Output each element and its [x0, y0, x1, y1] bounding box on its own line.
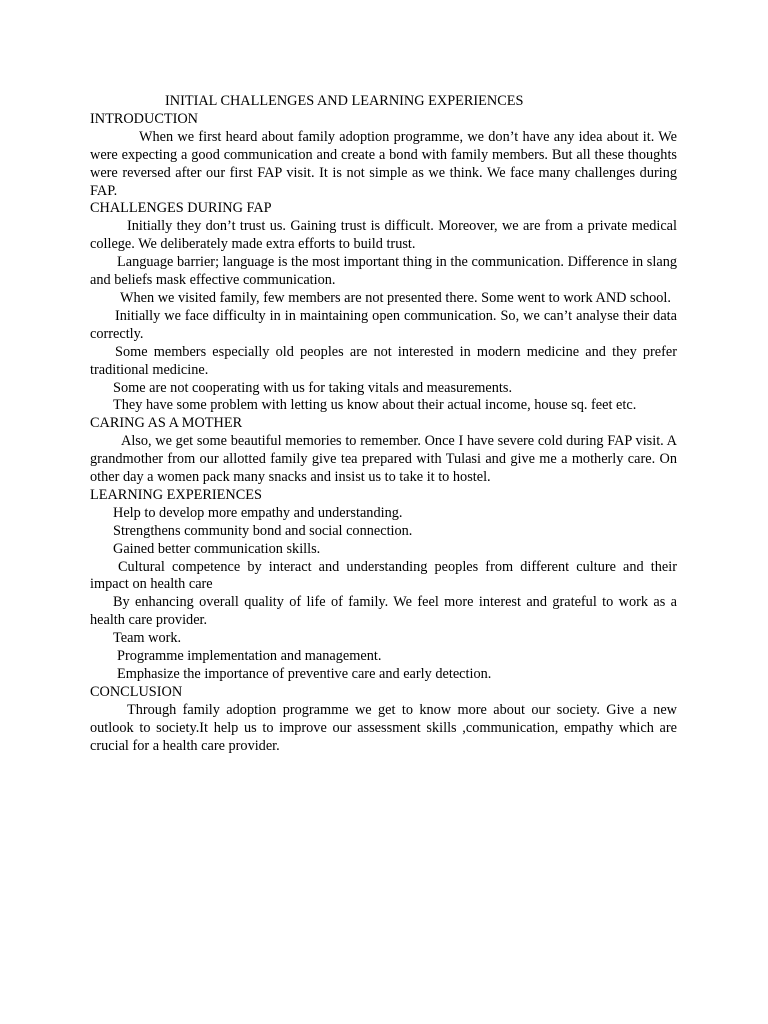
- section-heading-caring: CARING AS A MOTHER: [90, 415, 243, 432]
- conclusion-paragraph: Through family adoption programme we get to know more about our society. Give a new outlook to society.It help us to improve our assessment skills ,communication, empathy which are crucial for a health care provider.: [90, 701, 677, 754]
- section-heading-introduction: INTRODUCTION: [90, 110, 199, 127]
- learning-item-community: Strengthens community bond and social connection.: [113, 522, 413, 539]
- document-page: [90, 93, 677, 756]
- challenges-paragraph-language: Language barrier; language is the most important thing in the communication. Difference in slang and beliefs mask effective communication.: [90, 254, 677, 289]
- challenges-paragraph-absent-members: When we visited family, few members are not presented there. Some went to work AND school.: [120, 289, 671, 306]
- section-heading-conclusion: CONCLUSION: [90, 683, 183, 700]
- caring-paragraph: Also, we get some beautiful memories to remember. Once I have severe cold during FAP visit. A grandmother from our allotted family give tea prepared with Tulasi and give me a motherly care. On other day a women pack many snacks and insist us to take it to hostel.: [90, 433, 677, 486]
- challenges-paragraph-vitals: Some are not cooperating with us for taking vitals and measurements.: [113, 379, 513, 396]
- challenges-paragraph-income: They have some problem with letting us know about their actual income, house sq. feet etc.: [113, 397, 637, 414]
- learning-item-cultural: Cultural competence by interact and understanding peoples from different culture and their impact on health care: [90, 558, 677, 593]
- learning-item-communication: Gained better communication skills.: [113, 540, 321, 557]
- learning-item-teamwork: Team work.: [113, 630, 182, 647]
- section-heading-learning: LEARNING EXPERIENCES: [90, 486, 262, 503]
- challenges-paragraph-trust: Initially they don’t trust us. Gaining trust is difficult. Moreover, we are from a private medical college. We deliberately made extra efforts to build trust.: [90, 218, 677, 253]
- introduction-paragraph: When we first heard about family adoption programme, we don’t have any idea about it. We were expecting a good communication and create a bond with family members. But all these thoughts were reversed after our first FAP visit. It is not simple as we think. We face many challenges during FAP.: [90, 128, 677, 199]
- learning-item-quality: By enhancing overall quality of life of family. We feel more interest and grateful to work as a health care provider.: [90, 594, 677, 629]
- learning-item-programme: Programme implementation and management.: [117, 648, 382, 665]
- document-title: INITIAL CHALLENGES AND LEARNING EXPERIENCES: [165, 93, 524, 109]
- learning-item-empathy: Help to develop more empathy and understanding.: [113, 504, 403, 521]
- challenges-paragraph-communication: Initially we face difficulty in in maintaining open communication. So, we can’t analyse their data correctly.: [90, 307, 677, 342]
- section-heading-challenges: CHALLENGES DURING FAP: [90, 200, 272, 217]
- learning-item-preventive: Emphasize the importance of preventive care and early detection.: [117, 666, 492, 682]
- challenges-paragraph-medicine: Some members especially old peoples are not interested in modern medicine and they prefer traditional medicine.: [90, 343, 677, 378]
